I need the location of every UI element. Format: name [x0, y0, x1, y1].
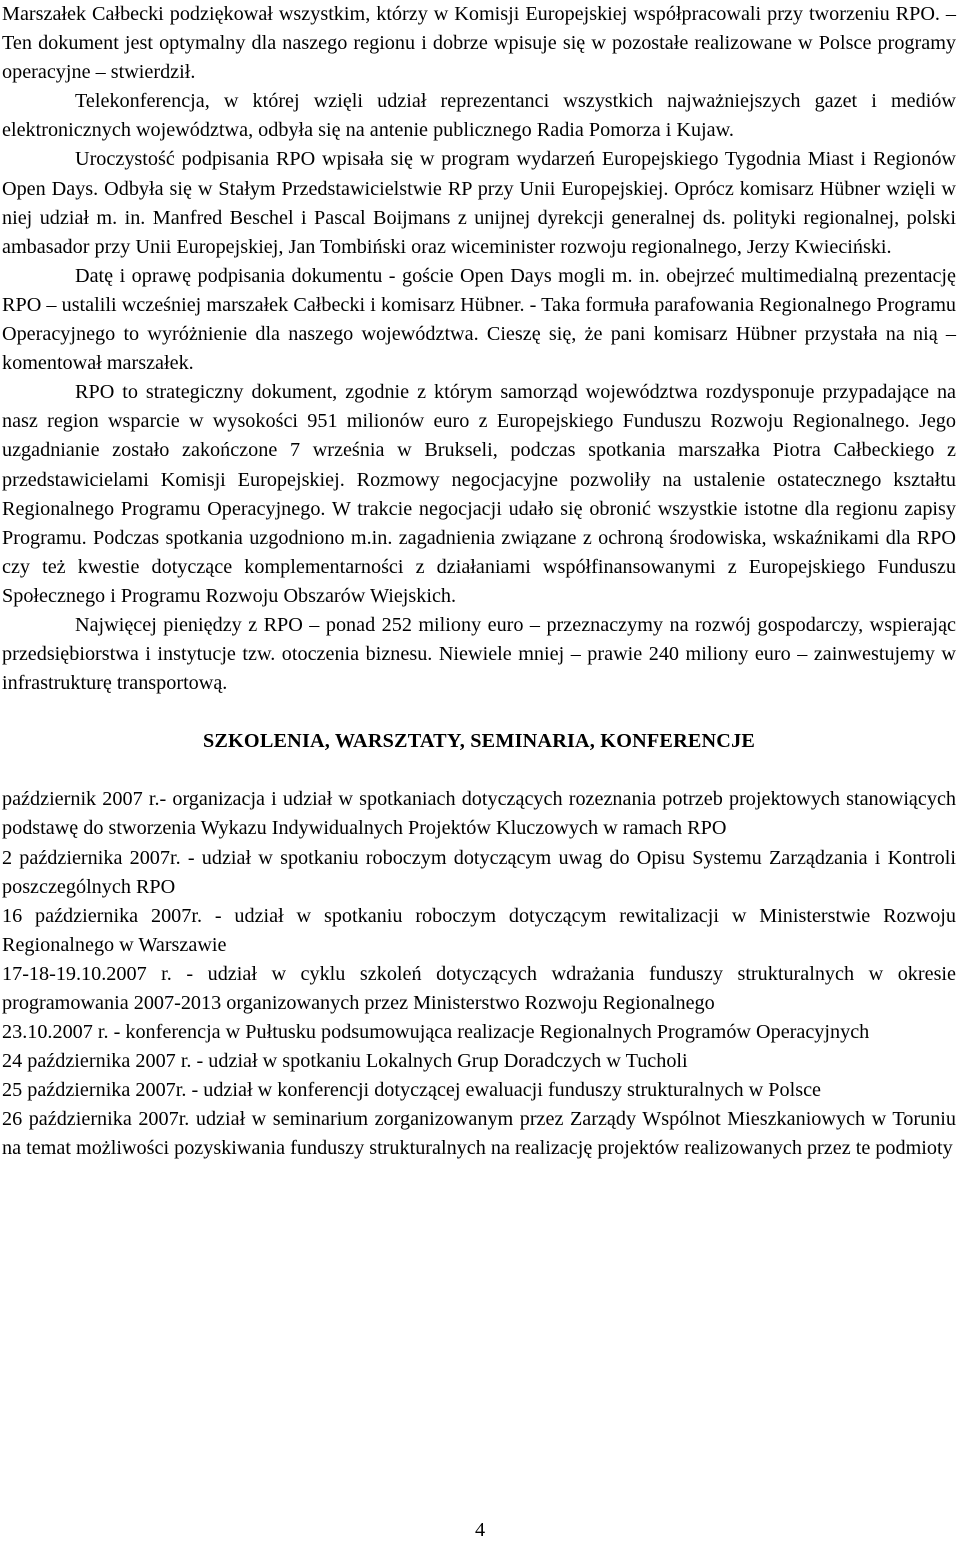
events-list: [2, 785, 956, 1163]
paragraph-rpo-funds: Najwięcej pieniędzy z RPO – ponad 252 miliony euro – przeznaczymy na rozwój gospodarczy, wspierając przedsiębiorstwa i instytucje tzw. otoczenia biznesu. Niewiele mniej – prawie 240 miliony euro – zainwestujemy w infrastrukturę transportową.: [2, 613, 956, 695]
event-entry: 2 października 2007r. - udział w spotkaniu roboczym dotyczącym uwag do Opisu Systemu Zarządzania i Kontroli poszczególnych RPO: [2, 846, 956, 898]
event-entry: 24 października 2007 r. - udział w spotkaniu Lokalnych Grup Doradczych w Tucholi: [2, 1050, 688, 1073]
paragraph-rpo-strategy: RPO to strategiczny dokument, zgodnie z którym samorząd województwa rozdysponuje przypadające na nasz region wsparcie w wysokości 951 milionów euro z Europejskiego Funduszu Rozwoju Regionalnego. Jego uzgadnianie zostało zakończone 7 września w Brukseli, podczas spotkania marszałka Piotra Całbeckiego z przedstawicielami Komisji Europejskiej. Rozmowy negocjacyjne pozwoliły na ustalenie ostatecznego kształtu Regionalnego Programu Operacyjnego. W trakcie negocjacji udało się obronić wszystkie istotne dla regionu zapisy Programu. Podczas spotkania uzgodniono m.in. zagadnienia związane z ochroną środowiska, wskaźnikami dla RPO czy też kwestie dotyczące komplementarności z działaniami współfinansowanymi z Europejskiego Funduszu Społecznego i Programu Rozwoju Obszarów Wiejskich.: [2, 381, 956, 607]
event-entry: 17-18-19.10.2007 r. - udział w cyklu szkoleń dotyczących wdrażania funduszy strukturalnych w okresie programowania 2007-2013 organizowanych przez Ministerstwo Rozwoju Regionalnego: [2, 962, 956, 1014]
paragraph-signing-date: Datę i oprawę podpisania dokumentu - goście Open Days mogli m. in. obejrzeć multimedialną prezentację RPO – ustalili wcześniej marszałek Całbecki i komisarz Hübner. - Taka formuła parafowania Regionalnego Programu Operacyjnego to wyróżnienie dla naszego województwa. Cieszę się, że pani komisarz Hübner przystała na nią – komentował marszałek.: [2, 264, 956, 375]
section-heading: SZKOLENIA, WARSZTATY, SEMINARIA, KONFERENCJE: [202, 730, 756, 753]
event-entry: 26 października 2007r. udział w seminarium zorganizowanym przez Zarządy Wspólnot Mieszkaniowych w Toruniu na temat możliwości pozyskiwania funduszy strukturalnych na realizację projektów realizowanych przez te podmioty: [2, 1108, 956, 1160]
paragraph-teleconference: Telekonferencja, w której wzięli udział reprezentanci wszystkich najważniejszych gazet i mediów elektronicznych województwa, odbyła się na antenie publicznego Radia Pomorza i Kujaw.: [2, 90, 956, 142]
paragraph-signing-ceremony: Uroczystość podpisania RPO wpisała się w program wydarzeń Europejskiego Tygodnia Miast i Regionów Open Days. Odbyła się w Stałym Przedstawicielstwie RP przy Unii Europejskiej. Oprócz komisarz Hübner wzięli w niej udział m. in. Manfred Beschel i Pascal Boijmans z unijnej dyrekcji generalnej ds. polityki regionalnej, polski ambasador przy Unii Europejskiej, Jan Tombiński oraz wiceminister rozwoju regionalnego, Jerzy Kwieciński.: [2, 148, 956, 258]
event-entry: 23.10.2007 r. - konferencja w Pułtusku podsumowująca realizacje Regionalnych Programów Operacyjnych: [2, 1021, 870, 1044]
page-number: 4: [474, 1519, 486, 1541]
event-entry: październik 2007 r.- organizacja i udział w spotkaniach dotyczących rozeznania potrzeb projektowych stanowiących podstawę do stworzenia Wykazu Indywidualnych Projektów Kluczowych w ramach RPO: [2, 788, 956, 840]
event-entry: 25 października 2007r. - udział w konferencji dotyczącej ewaluacji funduszy strukturalnych w Polsce: [2, 1079, 821, 1102]
event-entry: 16 października 2007r. - udział w spotkaniu roboczym dotyczącym rewitalizacji w Ministerstwie Rozwoju Regionalnego w Warszawie: [2, 904, 956, 956]
paragraph-marshal-thanks: Marszałek Całbecki podziękował wszystkim, którzy w Komisji Europejskiej współpracowali przy tworzeniu RPO. – Ten dokument jest optymalny dla naszego regionu i dobrze wpisuje się w pozostałe realizowane w Polsce programy operacyjne – stwierdził.: [2, 3, 956, 84]
